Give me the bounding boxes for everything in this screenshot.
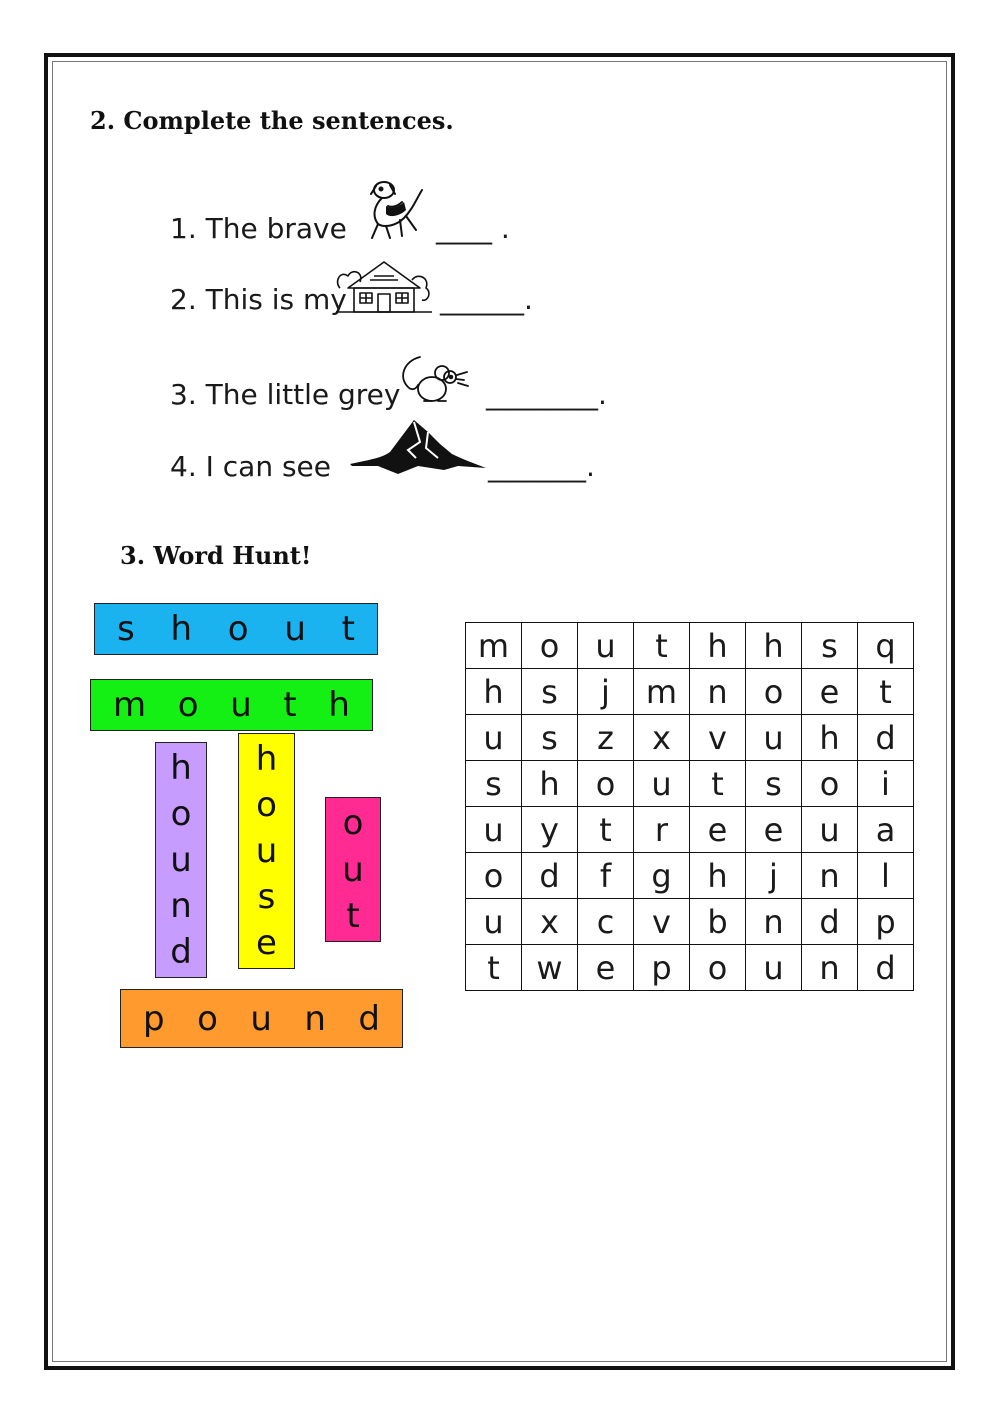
grid-cell[interactable]: h [466, 669, 522, 715]
grid-cell[interactable]: n [690, 669, 746, 715]
word-card-house [238, 733, 295, 969]
word-letter: o [342, 803, 364, 843]
grid-cell[interactable]: e [690, 807, 746, 853]
grid-row [466, 853, 914, 899]
word-letter: s [257, 877, 276, 917]
grid-cell[interactable]: o [802, 761, 858, 807]
grid-cell[interactable]: n [746, 899, 802, 945]
grid-cell[interactable]: r [634, 807, 690, 853]
grid-row [466, 623, 914, 669]
word-letter: n [170, 886, 192, 926]
word-letter: e [256, 923, 277, 963]
grid-cell[interactable]: u [466, 715, 522, 761]
sentence-4-blank[interactable]: _______. [488, 450, 595, 483]
grid-cell[interactable]: l [858, 853, 914, 899]
grid-cell[interactable]: g [634, 853, 690, 899]
word-letter: u [255, 831, 278, 871]
dog-icon [360, 176, 428, 244]
grid-cell[interactable]: i [858, 761, 914, 807]
grid-cell[interactable]: h [690, 623, 746, 669]
word-letter: o [227, 609, 249, 649]
word-card-hound [155, 742, 207, 978]
grid-cell[interactable]: f [578, 853, 634, 899]
grid-cell[interactable]: u [746, 945, 802, 991]
sentence-1-text: 1. The brave [170, 212, 347, 245]
word-letter: p [143, 998, 165, 1039]
grid-row [466, 899, 914, 945]
sentence-2-blank[interactable]: ______. [440, 283, 533, 316]
word-letter: h [255, 739, 278, 779]
grid-cell[interactable]: o [746, 669, 802, 715]
grid-row [466, 945, 914, 991]
grid-cell[interactable]: b [690, 899, 746, 945]
grid-cell[interactable]: d [858, 715, 914, 761]
word-letter: u [284, 609, 306, 649]
grid-cell[interactable]: u [746, 715, 802, 761]
word-letter: m [113, 685, 147, 725]
grid-row [466, 761, 914, 807]
house-icon [334, 258, 434, 316]
grid-cell[interactable]: u [802, 807, 858, 853]
grid-cell[interactable]: t [690, 761, 746, 807]
word-letter: t [346, 896, 360, 936]
grid-cell[interactable]: o [578, 761, 634, 807]
word-letter: t [283, 685, 297, 725]
word-letter: d [170, 932, 192, 972]
grid-cell[interactable]: e [746, 807, 802, 853]
grid-cell[interactable]: x [634, 715, 690, 761]
grid-cell[interactable]: t [578, 807, 634, 853]
grid-cell[interactable]: y [522, 807, 578, 853]
grid-cell[interactable]: d [802, 899, 858, 945]
grid-cell[interactable]: n [802, 853, 858, 899]
word-letter: u [170, 840, 192, 880]
grid-cell[interactable]: m [634, 669, 690, 715]
grid-row [466, 715, 914, 761]
grid-cell[interactable]: s [746, 761, 802, 807]
grid-cell[interactable]: a [858, 807, 914, 853]
grid-cell[interactable]: c [578, 899, 634, 945]
grid-cell[interactable]: o [522, 623, 578, 669]
word-letter: o [256, 785, 277, 825]
word-card-out [325, 797, 381, 942]
grid-cell[interactable]: d [522, 853, 578, 899]
word-letter: o [177, 685, 199, 725]
word-letter: h [170, 609, 193, 649]
mouse-icon [398, 355, 480, 410]
grid-cell[interactable]: n [802, 945, 858, 991]
grid-cell[interactable]: h [802, 715, 858, 761]
grid-cell[interactable]: v [690, 715, 746, 761]
section-2-heading: 2. Complete the sentences. [90, 106, 454, 135]
word-letter: o [197, 998, 218, 1039]
grid-cell[interactable]: u [634, 761, 690, 807]
word-letter: u [250, 998, 272, 1039]
grid-cell[interactable]: u [466, 807, 522, 853]
word-card-shout [94, 603, 378, 655]
section-3-heading: 3. Word Hunt! [120, 541, 312, 570]
grid-cell[interactable]: d [858, 945, 914, 991]
word-letter: h [170, 748, 192, 788]
word-search-grid [465, 622, 914, 991]
grid-cell[interactable]: p [858, 899, 914, 945]
grid-cell[interactable]: p [634, 945, 690, 991]
grid-cell[interactable]: t [858, 669, 914, 715]
word-letter: u [342, 849, 364, 890]
sentence-2-text: 2. This is my [170, 283, 347, 316]
grid-row [466, 807, 914, 853]
grid-cell[interactable]: m [466, 623, 522, 669]
grid-cell[interactable]: e [578, 945, 634, 991]
grid-cell[interactable]: e [802, 669, 858, 715]
grid-cell[interactable]: z [578, 715, 634, 761]
word-letter: t [341, 609, 355, 649]
grid-cell[interactable]: s [466, 761, 522, 807]
grid-cell[interactable]: h [746, 623, 802, 669]
sentence-3-blank[interactable]: ________. [486, 378, 607, 411]
grid-cell[interactable]: h [522, 761, 578, 807]
word-card-pound [120, 989, 403, 1048]
word-letter: s [117, 609, 135, 649]
grid-cell[interactable]: s [522, 669, 578, 715]
grid-cell[interactable]: u [466, 899, 522, 945]
grid-cell[interactable]: o [466, 853, 522, 899]
sentence-4-text: 4. I can see [170, 450, 332, 483]
word-letter: o [170, 794, 192, 834]
grid-cell[interactable]: h [690, 853, 746, 899]
grid-cell[interactable]: j [746, 853, 802, 899]
word-letter: h [328, 685, 350, 725]
grid-cell[interactable]: q [858, 623, 914, 669]
grid-cell[interactable]: v [634, 899, 690, 945]
grid-row [466, 669, 914, 715]
grid-cell[interactable]: j [578, 669, 634, 715]
sentence-3-text: 3. The little grey [170, 378, 401, 411]
word-letter: n [304, 998, 326, 1039]
mountain-icon [348, 414, 488, 480]
grid-cell[interactable]: x [522, 899, 578, 945]
grid-cell[interactable]: s [522, 715, 578, 761]
grid-cell[interactable]: t [466, 945, 522, 991]
word-letter: d [358, 998, 380, 1039]
grid-cell[interactable]: o [690, 945, 746, 991]
sentence-1-blank[interactable]: ____ . [436, 212, 510, 245]
grid-cell[interactable]: w [522, 945, 578, 991]
grid-cell[interactable]: t [634, 623, 690, 669]
grid-cell[interactable]: u [578, 623, 634, 669]
word-letter: u [230, 685, 252, 725]
word-card-mouth [90, 679, 373, 731]
grid-cell[interactable]: s [802, 623, 858, 669]
